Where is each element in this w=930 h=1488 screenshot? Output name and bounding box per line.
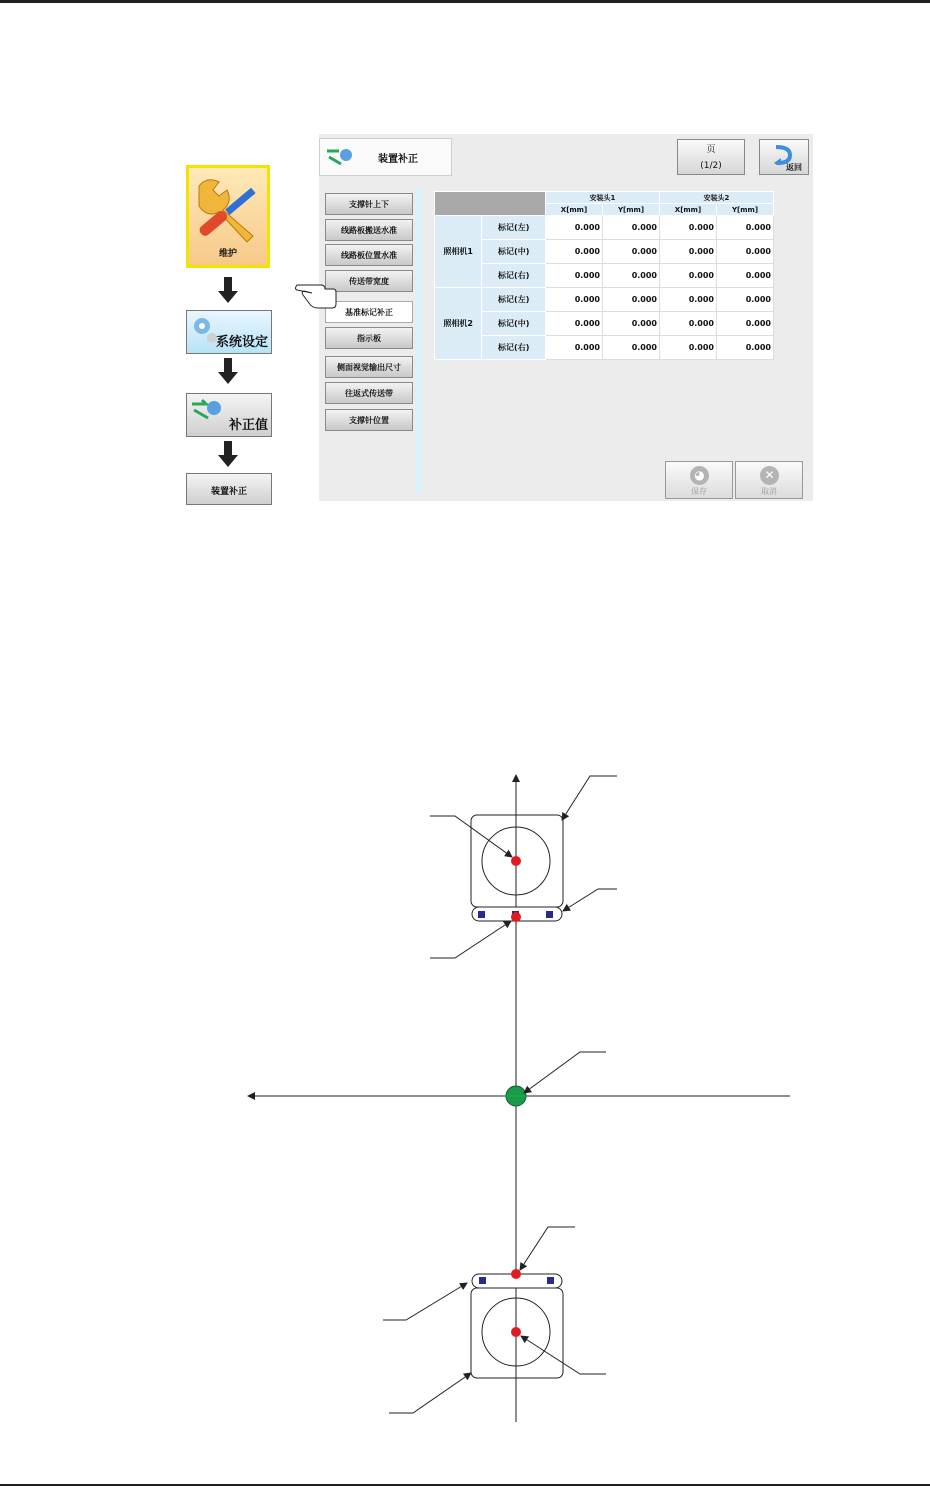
table-head-group: 安装头1 bbox=[546, 192, 660, 204]
value-cell[interactable]: 0.000 bbox=[717, 336, 774, 360]
value-cell[interactable]: 0.000 bbox=[660, 288, 717, 312]
table-column-header: Y[mm] bbox=[717, 204, 774, 216]
value-cell[interactable]: 0.000 bbox=[603, 216, 660, 240]
value-cell[interactable]: 0.000 bbox=[546, 240, 603, 264]
side-item-shuttle-conveyor[interactable]: 往返式传送带 bbox=[325, 382, 413, 404]
table-head-group: 安装头2 bbox=[660, 192, 774, 204]
camera-group-label: 照相机1 bbox=[435, 216, 482, 288]
value-cell[interactable]: 0.000 bbox=[660, 312, 717, 336]
table-column-header: X[mm] bbox=[660, 204, 717, 216]
value-cell[interactable]: 0.000 bbox=[717, 288, 774, 312]
upper-camera bbox=[471, 815, 563, 922]
page-bottom-rule bbox=[0, 1484, 930, 1486]
maintenance-label: 维护 bbox=[218, 249, 237, 259]
value-cell[interactable]: 0.000 bbox=[546, 288, 603, 312]
fiducial-dot bbox=[511, 1269, 521, 1279]
value-cell[interactable]: 0.000 bbox=[603, 336, 660, 360]
screen-title: 装置补正 bbox=[378, 154, 418, 165]
cancel-icon: ✕ bbox=[760, 466, 779, 485]
value-cell[interactable]: 0.000 bbox=[717, 240, 774, 264]
table-column-header: X[mm] bbox=[546, 204, 603, 216]
mark-label: 标记(左) bbox=[482, 288, 546, 312]
mark-label: 标记(右) bbox=[482, 336, 546, 360]
side-item-fiducial-correction[interactable]: 基准标记补正 bbox=[325, 301, 413, 323]
mark-label: 标记(中) bbox=[482, 312, 546, 336]
value-cell[interactable]: 0.000 bbox=[546, 312, 603, 336]
value-cell[interactable]: 0.000 bbox=[717, 312, 774, 336]
small-square-mark bbox=[479, 1277, 486, 1284]
value-cell[interactable]: 0.000 bbox=[660, 264, 717, 288]
value-cell[interactable]: 0.000 bbox=[660, 336, 717, 360]
correction-values-label: 补正值 bbox=[228, 418, 268, 433]
value-cell[interactable]: 0.000 bbox=[603, 288, 660, 312]
mark-label: 标记(左) bbox=[482, 216, 546, 240]
camera-center-dot bbox=[511, 1327, 521, 1337]
value-cell[interactable]: 0.000 bbox=[603, 312, 660, 336]
page-button-value: (1/2) bbox=[700, 161, 722, 171]
cancel-label: 取消 bbox=[761, 487, 777, 496]
side-item-board-position-level[interactable]: 线路板位置水准 bbox=[325, 244, 413, 266]
leader-lines bbox=[383, 776, 617, 1413]
side-item-support-pin-position[interactable]: 支撑针位置 bbox=[325, 409, 413, 431]
small-square-mark bbox=[478, 911, 485, 918]
save-label: 保存 bbox=[691, 487, 707, 496]
small-square-mark bbox=[546, 911, 553, 918]
value-cell[interactable]: 0.000 bbox=[717, 264, 774, 288]
value-cell[interactable]: 0.000 bbox=[603, 240, 660, 264]
value-cell[interactable]: 0.000 bbox=[717, 216, 774, 240]
value-cell[interactable]: 0.000 bbox=[546, 264, 603, 288]
small-square-mark bbox=[547, 1277, 554, 1284]
value-cell[interactable]: 0.000 bbox=[546, 336, 603, 360]
side-item-board-conveyor-level[interactable]: 线路板搬送水准 bbox=[325, 219, 413, 241]
save-icon: ◕ bbox=[690, 466, 709, 485]
camera-center-dot bbox=[511, 856, 521, 866]
value-cell[interactable]: 0.000 bbox=[603, 264, 660, 288]
value-cell[interactable]: 0.000 bbox=[660, 240, 717, 264]
device-correction-label: 装置补正 bbox=[210, 487, 247, 497]
mark-label: 标记(中) bbox=[482, 240, 546, 264]
fiducial-dot bbox=[511, 912, 521, 922]
value-cell[interactable]: 0.000 bbox=[546, 216, 603, 240]
side-item-support-pin-updown[interactable]: 支撑针上下 bbox=[325, 193, 413, 215]
lower-camera bbox=[471, 1269, 563, 1378]
value-cell[interactable]: 0.000 bbox=[660, 216, 717, 240]
page-button-label: 页 bbox=[706, 145, 716, 155]
camera-group-label: 照相机2 bbox=[435, 288, 482, 360]
back-label: 返回 bbox=[786, 163, 802, 172]
side-item-side-vision-output-size[interactable]: 侧面视觉输出尺寸 bbox=[325, 356, 413, 378]
table-column-header: Y[mm] bbox=[603, 204, 660, 216]
system-setup-label: 系统设定 bbox=[215, 335, 268, 350]
mark-label: 标记(右) bbox=[482, 264, 546, 288]
side-item-conveyor-width[interactable]: 传送带宽度 bbox=[325, 270, 413, 292]
side-item-indicator-board[interactable]: 指示板 bbox=[325, 327, 413, 349]
